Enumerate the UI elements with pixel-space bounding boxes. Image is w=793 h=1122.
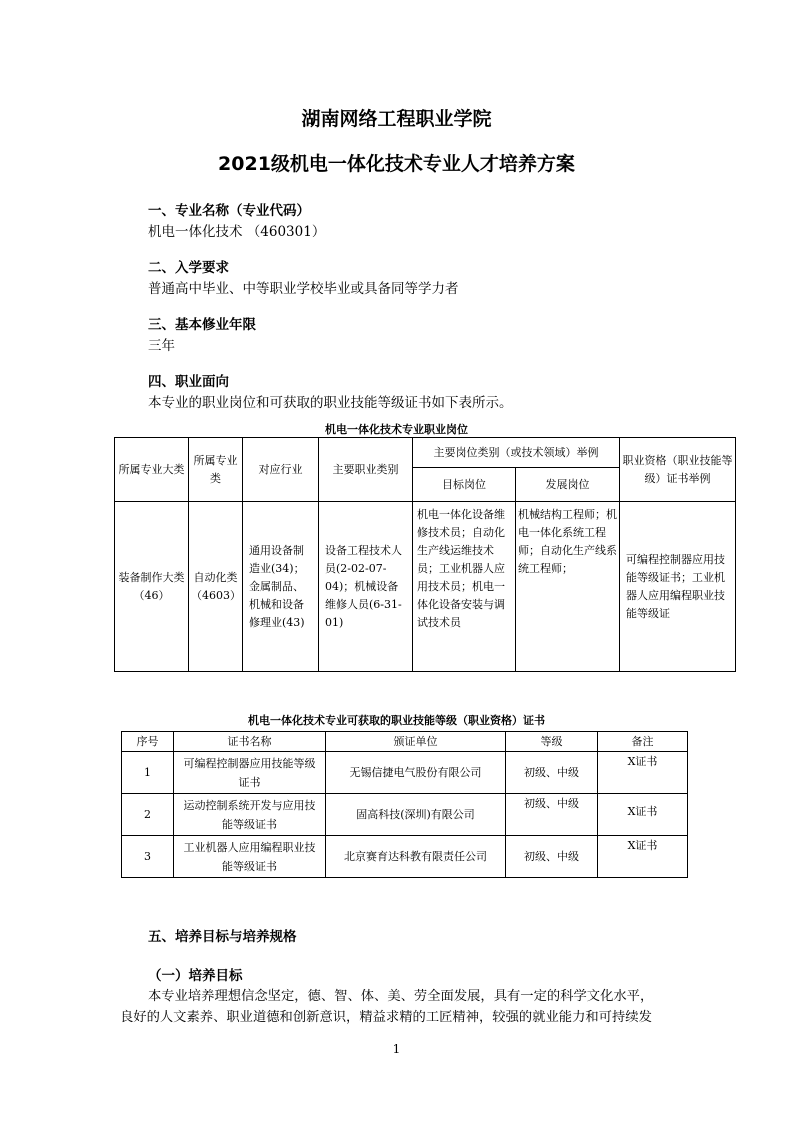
row-notes: X证书: [598, 794, 688, 836]
section-5-line2: 良好的人文素养、职业道德和创新意识，精益求精的工匠精神，较强的就业能力和可持续发: [120, 1010, 652, 1025]
section-1-heading: 一、专业名称（专业代码）: [148, 203, 310, 219]
row-notes: X证书: [598, 752, 688, 794]
row-issuer: 北京赛育达科教有限责任公司: [326, 836, 506, 878]
row-issuer: 无锡信捷电气股份有限公司: [326, 752, 506, 794]
header-development-position: 发展岗位: [516, 468, 620, 502]
section-2-heading: 二、入学要求: [148, 260, 229, 276]
table2-caption: 机电一体化技术专业可获取的职业技能等级（职业资格）证书: [248, 714, 545, 727]
cell-major-class: 自动化类（4603）: [189, 502, 243, 672]
header-index: 序号: [122, 732, 174, 752]
header-notes: 备注: [598, 732, 688, 752]
header-level: 等级: [506, 732, 598, 752]
cell-major-category: 装备制作大类（46）: [115, 502, 189, 672]
table-row: [122, 836, 688, 878]
table-row: [122, 794, 688, 836]
header-major-class: 所属专业类: [189, 438, 243, 502]
section-5-line1: 本专业培养理想信念坚定，德、智、体、美、劳全面发展，具有一定的科学文化水平，: [148, 989, 654, 1004]
certificates-table: [121, 731, 688, 878]
cell-target-positions: 机电一体化设备维修技术员；自动化生产线运维技术员；工业机器人应用技术员；机电一体化设备安装与调试技术员: [413, 502, 516, 672]
row-notes: X证书: [598, 836, 688, 878]
header-issuer: 颁证单位: [326, 732, 506, 752]
section-3-heading: 三、基本修业年限: [148, 317, 256, 333]
header-major-category: 所属专业大类: [115, 438, 189, 502]
row-index: 2: [122, 794, 174, 836]
section-2-text: 普通高中毕业、中等职业学校毕业或具备同等学力者: [148, 281, 459, 297]
row-cert-name: 工业机器人应用编程职业技能等级证书: [174, 836, 326, 878]
career-positions-table: [114, 437, 736, 672]
row-index: 3: [122, 836, 174, 878]
row-level: 初级、中级: [506, 794, 598, 836]
section-4-heading: 四、职业面向: [148, 374, 229, 390]
page-number: 1: [392, 1042, 401, 1056]
section-4-text: 本专业的职业岗位和可获取的职业技能等级证书如下表所示。: [148, 395, 513, 411]
section-3-text: 三年: [148, 338, 175, 354]
row-index: 1: [122, 752, 174, 794]
header-industry: 对应行业: [243, 438, 319, 502]
cell-industry: 通用设备制造业(34)；金属制品、机械和设备修理业(43): [243, 502, 319, 672]
cell-certificates: 可编程控制器应用技能等级证书；工业机器人应用编程职业技能等级证: [620, 502, 736, 672]
header-positions: 主要岗位类别（或技术领域）举例: [413, 438, 620, 468]
section-5-subheading: （一）培养目标: [148, 968, 243, 984]
row-issuer: 固高科技(深圳)有限公司: [326, 794, 506, 836]
row-cert-name: 运动控制系统开发与应用技能等级证书: [174, 794, 326, 836]
header-cert-name: 证书名称: [174, 732, 326, 752]
header-occupation: 主要职业类别: [319, 438, 413, 502]
cell-development-positions: 机械结构工程师；机电一体化系统工程师；自动化生产线系统工程师；: [516, 502, 620, 672]
document-title: 湖南网络工程职业学院: [301, 108, 492, 130]
row-level: 初级、中级: [506, 752, 598, 794]
document-subtitle: 2021级机电一体化技术专业人才培养方案: [218, 153, 575, 175]
section-5-heading: 五、培养目标与培养规格: [148, 929, 297, 945]
table1-caption: 机电一体化技术专业职业岗位: [325, 423, 468, 436]
row-level: 初级、中级: [506, 836, 598, 878]
header-certificates: 职业资格（职业技能等级）证书举例: [620, 438, 736, 502]
cell-occupation: 设备工程技术人员(2-02-07-04)；机械设备维修人员(6-31-01): [319, 502, 413, 672]
header-target-position: 目标岗位: [413, 468, 516, 502]
row-cert-name: 可编程控制器应用技能等级证书: [174, 752, 326, 794]
section-1-text: 机电一体化技术 （460301）: [148, 224, 326, 240]
table-row: [122, 752, 688, 794]
